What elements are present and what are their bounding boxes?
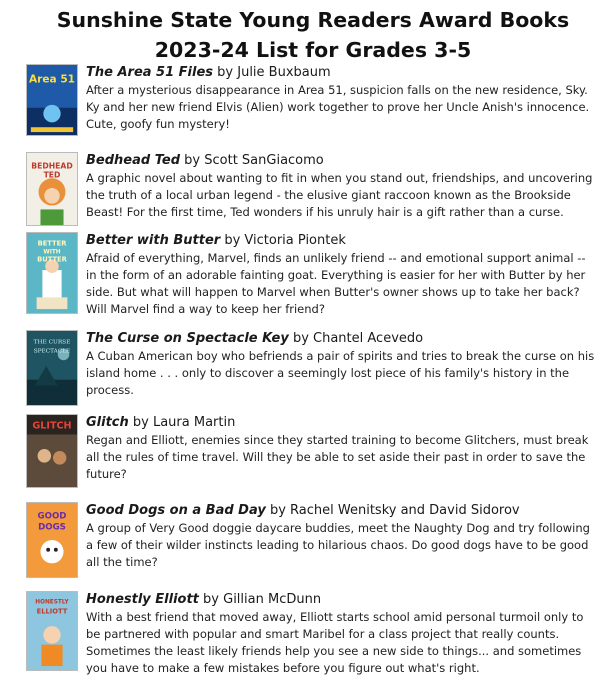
book-author: by Chantel Acevedo bbox=[288, 331, 424, 346]
svg-text:BEDHEAD: BEDHEAD bbox=[31, 161, 73, 171]
book-description: Afraid of everything, Marvel, finds an unlikely friend -- and emotional support animal -- in the form of an adorable fainting goat. Everything is easier for her with Butter by her side. But what will happen to Marvel when Butter's owner shows up to take her back? Will Marvel find a way to keep her friend? bbox=[86, 251, 586, 316]
book-heading bbox=[86, 502, 596, 520]
page-subtitle: 2023-24 List for Grades 3-5 bbox=[154, 38, 472, 62]
svg-text:BUTTER: BUTTER bbox=[37, 255, 67, 264]
page-header bbox=[0, 0, 600, 65]
book-info bbox=[86, 64, 596, 133]
book-title: Good Dogs on a Bad Day bbox=[86, 503, 266, 518]
svg-text:GLITCH: GLITCH bbox=[32, 420, 72, 432]
book-cover-honestly-elliott bbox=[26, 591, 78, 671]
book-heading bbox=[86, 414, 596, 432]
svg-text:HONESTLY: HONESTLY bbox=[35, 599, 69, 606]
book-heading bbox=[86, 232, 596, 250]
book-cover-bedhead-ted bbox=[26, 152, 78, 226]
book-author: by Victoria Piontek bbox=[220, 233, 346, 248]
book-description: With a best friend that moved away, Elliott starts school amid personal turmoil only to be partnered with popular and smart Maribel for a class project that really counts. Sometimes the least likely friends help you see a new side to things... and sometimes you have to make a few mistakes before you figure out what's right. bbox=[86, 610, 584, 675]
book-info bbox=[86, 152, 596, 221]
book-title: The Curse on Spectacle Key bbox=[86, 331, 289, 346]
book-title: Better with Butter bbox=[86, 233, 221, 248]
book-author: by Laura Martin bbox=[128, 415, 236, 430]
book-description: A Cuban American boy who befriends a pair of spirits and tries to break the curse on his island home . . . only to discover a seemingly lost piece of his family's history in the process. bbox=[86, 349, 595, 397]
svg-text:WITH: WITH bbox=[43, 249, 61, 256]
book-cover-curse-on-spectacle-key bbox=[26, 330, 78, 406]
svg-text:THE CURSE: THE CURSE bbox=[33, 339, 71, 346]
svg-text:TED: TED bbox=[43, 170, 61, 180]
svg-text:DOGS: DOGS bbox=[38, 522, 66, 533]
book-heading bbox=[86, 64, 596, 82]
book-cover-glitch bbox=[26, 414, 78, 488]
book-author: by Scott SanGiacomo bbox=[180, 153, 324, 168]
book-author: by Rachel Wenitsky and David Sidorov bbox=[265, 503, 520, 518]
book-cover-area-51-files bbox=[26, 64, 78, 136]
book-info bbox=[86, 591, 596, 677]
book-author: by Julie Buxbaum bbox=[213, 65, 331, 80]
page-title: Sunshine State Young Readers Award Books bbox=[56, 8, 570, 32]
book-title: The Area 51 Files bbox=[86, 65, 214, 80]
svg-text:BETTER: BETTER bbox=[37, 239, 67, 248]
book-title: Bedhead Ted bbox=[86, 153, 181, 168]
book-heading bbox=[86, 152, 596, 170]
book-cover-better-with-butter bbox=[26, 232, 78, 314]
book-title: Honestly Elliott bbox=[86, 592, 199, 607]
book-info bbox=[86, 502, 596, 571]
svg-text:ELLIOTT: ELLIOTT bbox=[36, 607, 68, 616]
svg-text:GOOD: GOOD bbox=[37, 511, 67, 522]
book-description: Regan and Elliott, enemies since they started training to become Glitchers, must break all the rules of time travel. Will they be able to set aside their past in order to save the future? bbox=[86, 433, 589, 481]
book-heading bbox=[86, 591, 596, 609]
svg-text:SPECTACLE: SPECTACLE bbox=[33, 348, 71, 355]
book-heading bbox=[86, 330, 596, 348]
svg-text:Area 51: Area 51 bbox=[28, 72, 76, 86]
book-author: by Gillian McDunn bbox=[198, 592, 322, 607]
book-info bbox=[86, 414, 596, 483]
book-title: Glitch bbox=[86, 415, 129, 430]
book-info bbox=[86, 330, 596, 399]
book-cover-good-dogs-on-a-bad-day bbox=[26, 502, 78, 578]
book-description: After a mysterious disappearance in Area 51, suspicion falls on the new residence, Sky. Ky and her new friend Elvis (Alien) work together to prove her Uncle Anish's innocence. Cute, goofy fun mystery! bbox=[86, 83, 590, 131]
book-description: A graphic novel about wanting to fit in when you stand out, friendships, and uncovering the truth of a local urban legend - the elusive giant raccoon known as the Brookside Beast! For the first time, Ted wonders if his unruly hair is a gift rather than a curse. bbox=[86, 171, 593, 219]
book-info bbox=[86, 232, 596, 318]
book-description: A group of Very Good doggie daycare buddies, meet the Naughty Dog and try following a few of their wilder instincts leading to hilarious chaos. Do good dogs have to be good all the time? bbox=[86, 521, 590, 569]
